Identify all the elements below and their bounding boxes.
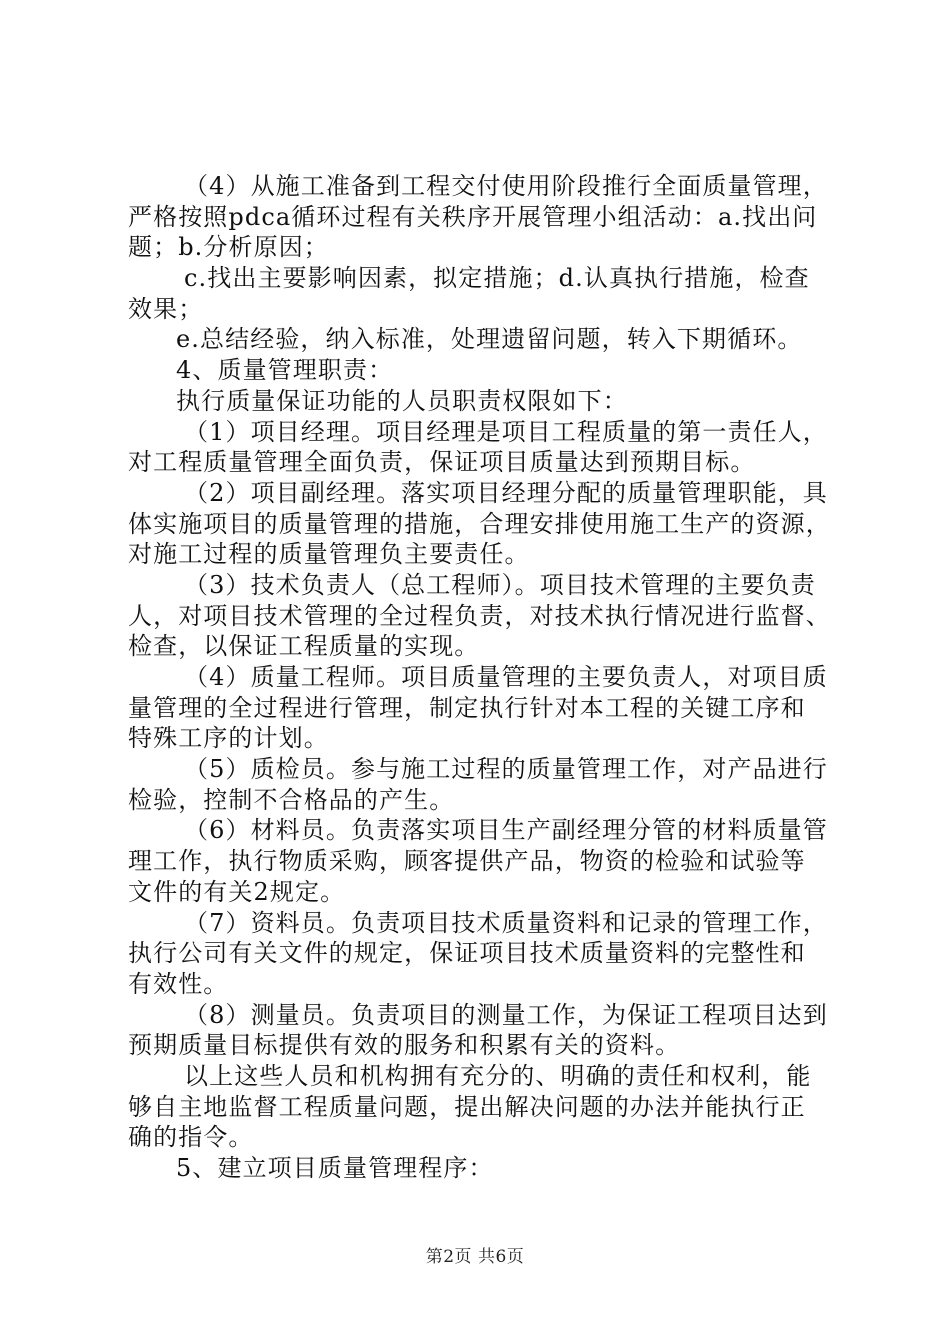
- paragraph-line: 文件的有关2规定。: [128, 877, 346, 906]
- paragraph-line: （1）项目经理。项目经理是项目工程质量的第一责任人，: [184, 417, 828, 446]
- paragraph-line: 对施工过程的质量管理负主要责任。: [128, 540, 530, 569]
- paragraph-line: 严格按照pdca循环过程有关秩序开展管理小组活动：a.找出问: [128, 202, 818, 231]
- paragraph-line: 执行公司有关文件的规定，保证项目技术质量资料的完整性和: [128, 939, 806, 968]
- paragraph-line: （4）从施工准备到工程交付使用阶段推行全面质量管理，: [184, 172, 828, 200]
- paragraph-line: 对工程质量管理全面负责，保证项目质量达到预期目标。: [128, 448, 756, 477]
- section-heading: 4、质量管理职责：: [176, 356, 394, 385]
- paragraph-line: 检验，控制不合格品的产生。: [128, 785, 455, 814]
- paragraph-line: c.找出主要影响因素，拟定措施；d.认真执行措施，检查: [184, 264, 810, 293]
- paragraph-line: 检查，以保证工程质量的实现。: [128, 632, 480, 661]
- paragraph-line: 理工作，执行物质采购，顾客提供产品，物资的检验和试验等: [128, 847, 806, 876]
- paragraph-line: 量管理的全过程进行管理，制定执行针对本工程的关键工序和: [128, 693, 806, 722]
- paragraph-line: 以上这些人员和机构拥有充分的、明确的责任和权利，能: [184, 1061, 812, 1090]
- paragraph-line: 效果；: [128, 294, 204, 323]
- paragraph-line: 执行质量保证功能的人员职责权限如下：: [176, 386, 628, 415]
- paragraph-line: 有效性。: [128, 969, 229, 998]
- page-number-footer: 第2页 共6页: [425, 1247, 525, 1267]
- paragraph-line: （3）技术负责人（总工程师）。项目技术管理的主要负责: [184, 570, 816, 599]
- paragraph-line: e.总结经验，纳入标准，处理遗留问题，转入下期循环。: [176, 325, 803, 354]
- paragraph-line: 人，对项目技术管理的全过程负责，对技术执行情况进行监督、: [128, 601, 831, 630]
- paragraph-line: 特殊工序的计划。: [128, 724, 329, 753]
- paragraph-line: 题；b.分析原因；: [128, 233, 329, 262]
- paragraph-line: （7）资料员。负责项目技术质量资料和记录的管理工作，: [184, 908, 828, 937]
- paragraph-line: 体实施项目的质量管理的措施，合理安排使用施工生产的资源，: [128, 509, 831, 538]
- paragraph-line: （6）材料员。负责落实项目生产副经理分管的材料质量管: [184, 816, 828, 845]
- paragraph-line: （5）质检员。参与施工过程的质量管理工作，对产品进行: [184, 755, 828, 784]
- paragraph-line: （8）测量员。负责项目的测量工作，为保证工程项目达到: [184, 1000, 828, 1029]
- paragraph-line: 够自主地监督工程质量问题，提出解决问题的办法并能执行正: [128, 1092, 806, 1121]
- paragraph-line: 预期质量目标提供有效的服务和积累有关的资料。: [128, 1031, 681, 1060]
- paragraph-line: （4）质量工程师。项目质量管理的主要负责人，对项目质: [184, 663, 828, 691]
- document-body: [128, 171, 840, 1184]
- section-heading: 5、建立项目质量管理程序：: [176, 1154, 494, 1182]
- paragraph-line: 确的指令。: [128, 1123, 254, 1152]
- paragraph-line: （2）项目副经理。落实项目经理分配的质量管理职能，具: [184, 478, 828, 507]
